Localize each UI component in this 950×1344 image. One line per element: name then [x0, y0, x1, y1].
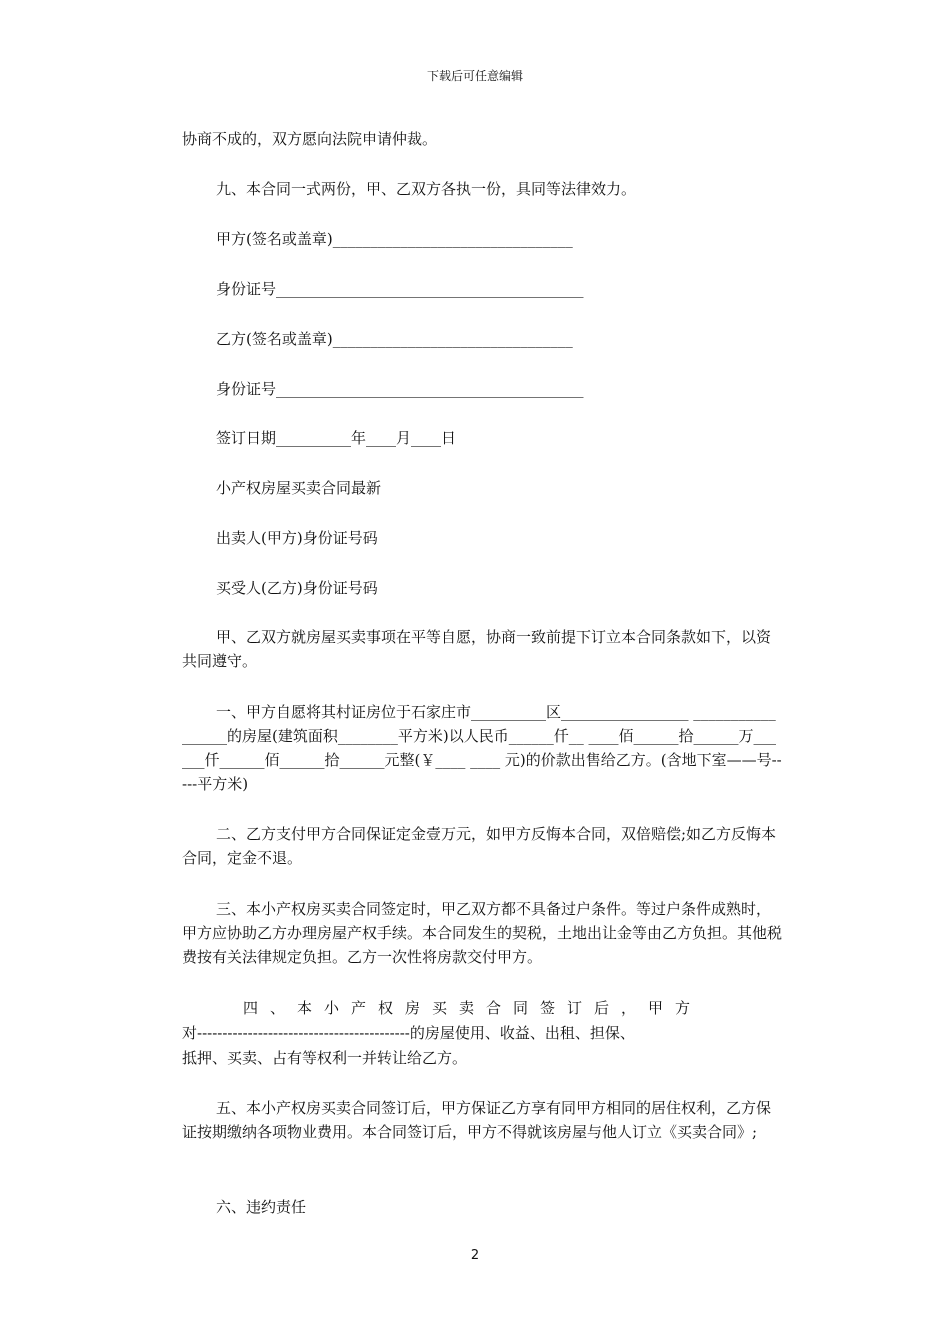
paragraph-clause-6: 六、违约责任 — [216, 1198, 307, 1216]
paragraph-intro: 甲、乙双方就房屋买卖事项在平等自愿，协商一致前提下订立本合同条款如下，以资共同遵守。 — [182, 628, 772, 670]
contract-title: 小产权房屋买卖合同最新 — [216, 479, 382, 497]
paragraph-clause-9: 九、本合同一式两份，甲、乙双方各执一份，具同等法律效力。 — [216, 180, 637, 198]
buyer-id: 买受人(乙方)身份证号码 — [216, 579, 378, 597]
signing-date: 签订日期__________年____月____日 — [216, 429, 457, 447]
paragraph-clause-1: 一、甲方自愿将其村证房位于石家庄市__________区_________________ _________________的房屋(建筑面积________平方米)以人民币______仟__ ____佰______拾______万______仟______佰______拾______元整(￥____ ____ 元)的价款出售给乙方。(含地下室——号-----平方米) — [182, 703, 782, 793]
seller-id: 出卖人(甲方)身份证号码 — [216, 529, 378, 547]
page-header: 下载后可任意编辑 — [426, 69, 523, 83]
id-number-party-a: 身份证号_________________________________________ — [216, 280, 584, 298]
paragraph-clause-4-line-1: 四、本小产权房买卖合同签订后，甲方 — [243, 999, 703, 1017]
paragraph-clause-5: 五、本小产权房买卖合同签订后，甲方保证乙方享有同甲方相同的居住权利，乙方保证按期缴纳各项物业费用。本合同签订后，甲方不得就该房屋与他人订立《买卖合同》; — [182, 1099, 772, 1141]
paragraph-clause-2: 二、乙方支付甲方合同保证定金壹万元，如甲方反悔本合同，双倍赔偿;如乙方反悔本合同，定金不退。 — [182, 825, 777, 867]
paragraph-arbitration: 协商不成的，双方愿向法院申请仲裁。 — [182, 130, 438, 148]
page-number: 2 — [470, 1248, 480, 1263]
signature-party-b: 乙方(签名或盖章)________________________________ — [216, 330, 573, 348]
signature-party-a: 甲方(签名或盖章)________________________________ — [216, 230, 573, 248]
id-number-party-b: 身份证号_________________________________________ — [216, 380, 584, 398]
paragraph-clause-4-line-3: 抵押、买卖、占有等权利一并转让给乙方。 — [182, 1049, 468, 1067]
paragraph-clause-4-line-2: 对------------------------------------------的房屋使用、收益、出租、担保、 — [182, 1024, 635, 1042]
paragraph-clause-3: 三、本小产权房买卖合同签定时，甲乙双方都不具备过户条件。等过户条件成熟时，甲方应协助乙方办理房屋产权手续。本合同发生的契税，土地出让金等由乙方负担。其他税费按有关法律规定负担。乙方一次性将房款交付甲方。 — [182, 900, 783, 966]
